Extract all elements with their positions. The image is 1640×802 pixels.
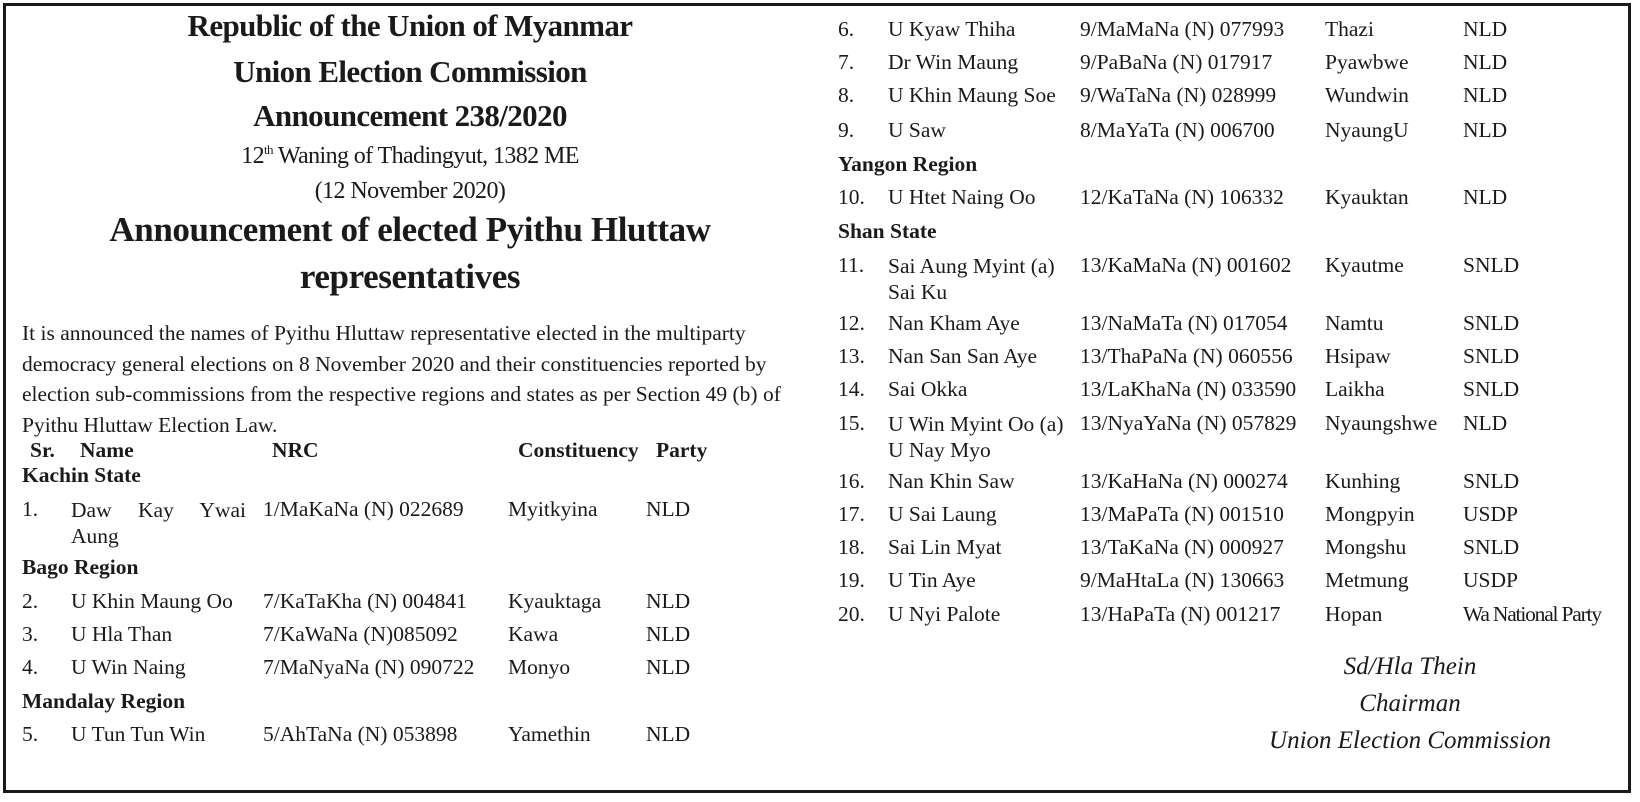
row-15-name: U Win Myint Oo (a) U Nay Myo (888, 412, 1064, 462)
announcement-title-line2: representatives (299, 257, 521, 296)
row-6-constituency: Thazi (1325, 17, 1374, 41)
row-18-sr: 18. (838, 535, 865, 559)
row-8-nrc: 9/WaTaNa (N) 028999 (1080, 83, 1277, 107)
row-18-party: SNLD (1463, 535, 1520, 559)
row-13-party: SNLD (1463, 344, 1520, 368)
row-5-constituency: Yamethin (508, 722, 591, 746)
row-18-constituency: Mongshu (1325, 535, 1407, 559)
header-sr: Sr. (30, 438, 55, 462)
row-8-constituency: Wundwin (1325, 83, 1409, 107)
row-1-constituency: Myitkyina (508, 497, 598, 521)
row-17-nrc: 13/MaPaTa (N) 001510 (1080, 502, 1284, 526)
row-18-name: Sai Lin Myat (888, 535, 1002, 559)
row-8-party: NLD (1463, 83, 1508, 107)
row-11-sr: 11. (838, 253, 865, 277)
row-19-constituency: Metmung (1325, 568, 1409, 592)
row-20-name: U Nyi Palote (888, 602, 1001, 626)
row-11-name: Sai Aung Myint (a) Sai Ku (888, 254, 1055, 304)
row-6-name: U Kyaw Thiha (888, 17, 1016, 41)
row-7-nrc: 9/PaBaNa (N) 017917 (1080, 50, 1273, 74)
row-18-nrc: 13/TaKaNa (N) 000927 (1080, 535, 1284, 559)
row-7-party: NLD (1463, 50, 1508, 74)
row-10-constituency: Kyauktan (1325, 185, 1409, 209)
section-yangon-region: Yangon Region (838, 152, 978, 176)
header-name: Name (80, 438, 134, 462)
row-10-name: U Htet Naing Oo (888, 185, 1036, 209)
section-bago-region: Bago Region (22, 555, 139, 579)
row-9-sr: 9. (838, 118, 855, 142)
row-5-name: U Tun Tun Win (71, 722, 206, 746)
row-8-sr: 8. (838, 83, 855, 107)
row-14-party: SNLD (1463, 377, 1520, 401)
row-13-sr: 13. (838, 344, 865, 368)
section-mandalay-region: Mandalay Region (22, 689, 186, 713)
row-20-constituency: Hopan (1325, 602, 1383, 626)
row-1-nrc: 1/MaKaNa (N) 022689 (263, 497, 464, 521)
row-8-name: U Khin Maung Soe (888, 83, 1056, 107)
header-constituency: Constituency (518, 438, 639, 462)
row-6-party: NLD (1463, 17, 1508, 41)
row-14-nrc: 13/LaKhaNa (N) 033590 (1080, 377, 1297, 401)
row-4-nrc: 7/MaNyaNa (N) 090722 (263, 655, 475, 679)
row-19-name: U Tin Aye (888, 568, 976, 592)
row-16-sr: 16. (838, 469, 865, 493)
row-4-sr: 4. (22, 655, 39, 679)
row-10-nrc: 12/KaTaNa (N) 106332 (1080, 185, 1284, 209)
row-7-sr: 7. (838, 50, 855, 74)
row-12-nrc: 13/NaMaTa (N) 017054 (1080, 311, 1288, 335)
row-13-name: Nan San San Aye (888, 344, 1038, 368)
intro-paragraph: It is announced the names of Pyithu Hluttaw representative elected in the multiparty democracy general elections on 8 November 2020 and their constituencies reported by election sub-commissions from the respective regions and states as per Section 49 (b) of Pyithu Hluttaw Election Law. (22, 321, 781, 437)
section-kachin-state: Kachin State (22, 463, 141, 487)
header-republic: Republic of the Union of Myanmar (187, 8, 633, 43)
row-1-name: Daw Kay Ywai Aung (71, 498, 246, 548)
signature-role: Chairman (1359, 690, 1461, 717)
row-11-constituency: Kyautme (1325, 253, 1404, 277)
row-7-constituency: Pyawbwe (1325, 50, 1409, 74)
row-20-party: Wa National Party (1463, 602, 1601, 626)
row-6-nrc: 9/MaMaNa (N) 077993 (1080, 17, 1285, 41)
row-9-party: NLD (1463, 118, 1508, 142)
row-19-sr: 19. (838, 568, 865, 592)
row-15-party: NLD (1463, 411, 1508, 435)
row-14-constituency: Laikha (1325, 377, 1385, 401)
row-12-name: Nan Kham Aye (888, 311, 1020, 335)
row-11-party: SNLD (1463, 253, 1520, 277)
row-11-nrc: 13/KaMaNa (N) 001602 (1080, 253, 1292, 277)
header-party: Party (656, 438, 708, 462)
row-9-constituency: NyaungU (1325, 118, 1409, 142)
header-nrc: NRC (272, 438, 319, 462)
row-14-sr: 14. (838, 377, 865, 401)
row-3-party: NLD (646, 622, 691, 646)
row-14-name: Sai Okka (888, 377, 968, 401)
row-19-nrc: 9/MaHtaLa (N) 130663 (1080, 568, 1285, 592)
row-12-constituency: Namtu (1325, 311, 1384, 335)
row-16-constituency: Kunhing (1325, 469, 1401, 493)
row-2-sr: 2. (22, 589, 39, 613)
date-day: 12 (241, 143, 265, 169)
row-5-party: NLD (646, 722, 691, 746)
row-10-sr: 10. (838, 185, 865, 209)
signature-name: Sd/Hla Thein (1343, 653, 1477, 680)
row-16-nrc: 13/KaHaNa (N) 000274 (1080, 469, 1288, 493)
row-15-sr: 15. (838, 411, 865, 435)
header-announcement-number: Announcement 238/2020 (253, 98, 567, 133)
row-9-nrc: 8/MaYaTa (N) 006700 (1080, 118, 1275, 142)
date-rest: Waning of Thadingyut, 1382 ME (272, 143, 579, 169)
row-15-constituency: Nyaungshwe (1325, 411, 1438, 435)
row-3-nrc: 7/KaWaNa (N)085092 (263, 622, 458, 646)
row-17-sr: 17. (838, 502, 865, 526)
header-myanmar-date (20, 142, 800, 170)
row-3-name: U Hla Than (71, 622, 173, 646)
row-17-party: USDP (1463, 502, 1518, 526)
row-12-party: SNLD (1463, 311, 1520, 335)
row-3-sr: 3. (22, 622, 39, 646)
row-19-party: USDP (1463, 568, 1518, 592)
row-17-constituency: Mongpyin (1325, 502, 1415, 526)
row-16-name: Nan Khin Saw (888, 469, 1015, 493)
row-10-party: NLD (1463, 185, 1508, 209)
row-2-nrc: 7/KaTaKha (N) 004841 (263, 589, 467, 613)
row-16-party: SNLD (1463, 469, 1520, 493)
row-3-constituency: Kawa (508, 622, 559, 646)
row-9-name: U Saw (888, 118, 946, 142)
row-2-party: NLD (646, 589, 691, 613)
header-commission: Union Election Commission (233, 54, 587, 89)
row-5-nrc: 5/AhTaNa (N) 053898 (263, 722, 458, 746)
row-20-sr: 20. (838, 602, 865, 626)
row-4-party: NLD (646, 655, 691, 679)
announcement-title-line1: Announcement of elected Pyithu Hluttaw (109, 210, 711, 249)
row-7-name: Dr Win Maung (888, 50, 1019, 74)
row-2-name: U Khin Maung Oo (71, 589, 233, 613)
header-gregorian-date: (12 November 2020) (314, 178, 506, 204)
signature-organization: Union Election Commission (1269, 727, 1551, 754)
section-shan-state: Shan State (838, 219, 937, 243)
date-suffix: th (264, 142, 273, 157)
row-2-constituency: Kyauktaga (508, 589, 602, 613)
row-17-name: U Sai Laung (888, 502, 997, 526)
row-4-name: U Win Naing (71, 655, 186, 679)
row-15-nrc: 13/NyaYaNa (N) 057829 (1080, 411, 1297, 435)
row-4-constituency: Monyo (508, 655, 571, 679)
row-1-party: NLD (646, 497, 691, 521)
row-6-sr: 6. (838, 17, 855, 41)
row-20-nrc: 13/HaPaTa (N) 001217 (1080, 602, 1281, 626)
row-13-constituency: Hsipaw (1325, 344, 1391, 368)
row-13-nrc: 13/ThaPaNa (N) 060556 (1080, 344, 1293, 368)
row-12-sr: 12. (838, 311, 865, 335)
row-1-sr: 1. (22, 497, 39, 521)
row-5-sr: 5. (22, 722, 39, 746)
